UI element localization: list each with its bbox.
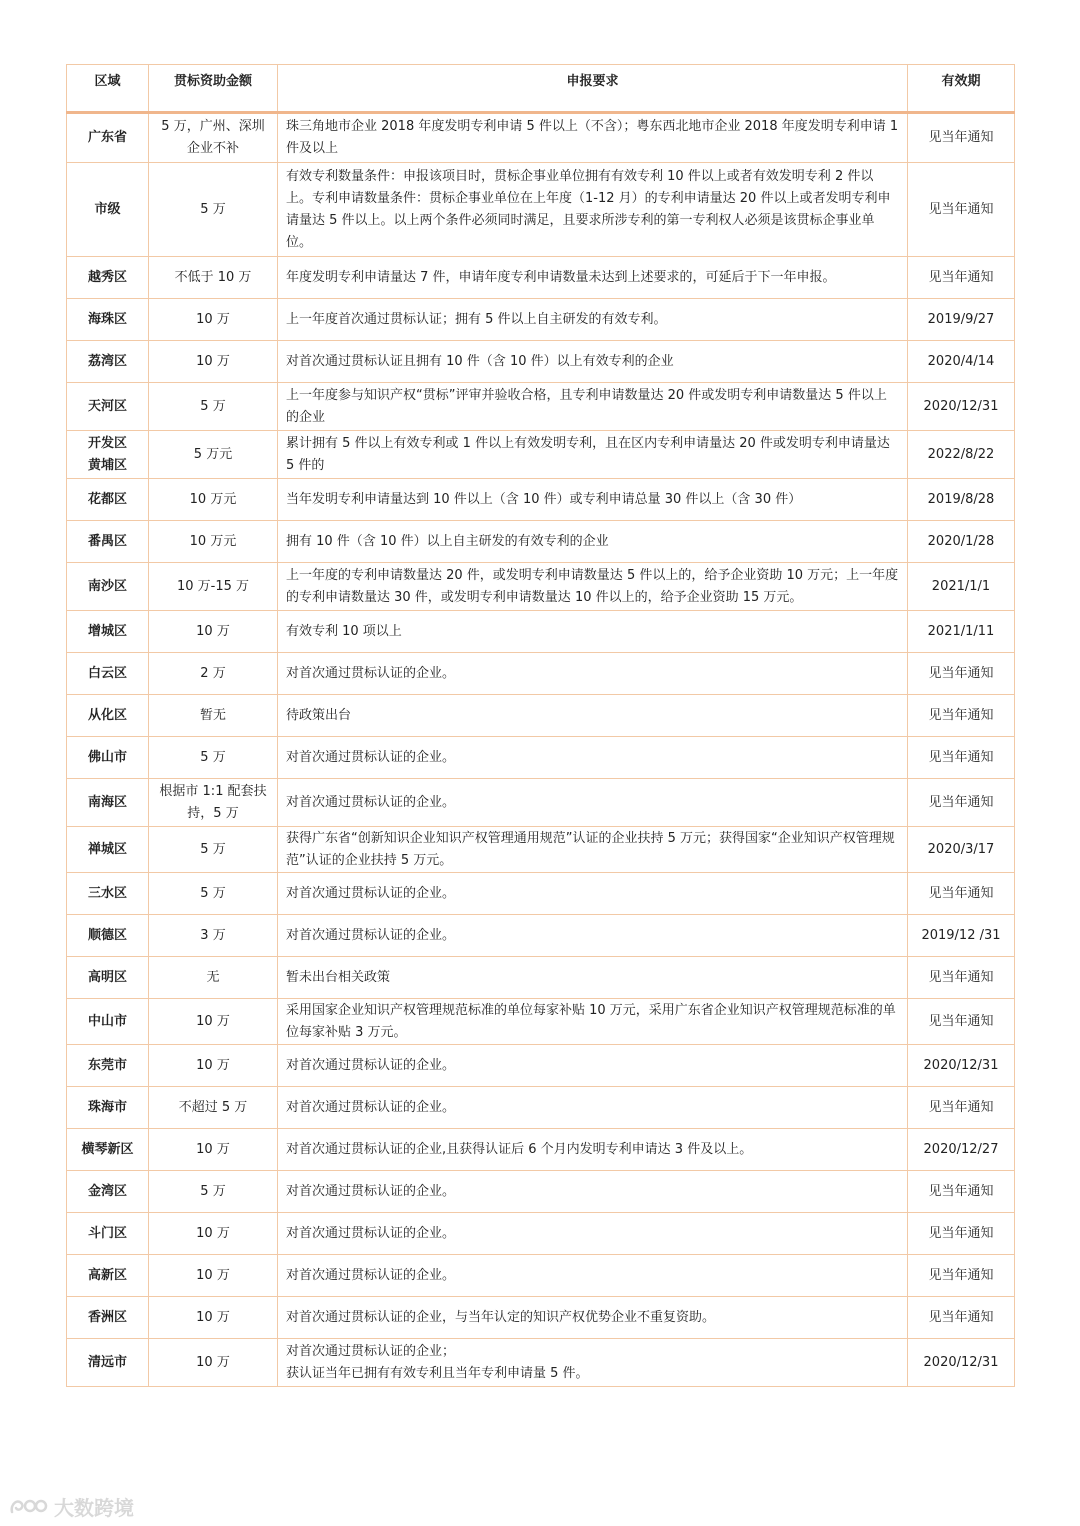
- cell-region: 金湾区: [67, 1171, 149, 1213]
- cell-requirement: 上一年度首次通过贯标认证；拥有 5 件以上自主研发的有效专利。: [278, 299, 908, 341]
- cell-validity: 见当年通知: [908, 113, 1015, 163]
- cell-requirement: 暂未出台相关政策: [278, 957, 908, 999]
- cell-amount: 10 万: [149, 999, 278, 1045]
- table-row: [67, 341, 1015, 383]
- cell-amount: 10 万: [149, 611, 278, 653]
- cell-validity: 2020/3/17: [908, 827, 1015, 873]
- cell-validity: 2019/8/28: [908, 479, 1015, 521]
- cell-amount: 不超过 5 万: [149, 1087, 278, 1129]
- cell-region: 佛山市: [67, 737, 149, 779]
- cell-requirement: 拥有 10 件（含 10 件）以上自主研发的有效专利的企业: [278, 521, 908, 563]
- cell-requirement: 对首次通过贯标认证的企业。: [278, 1213, 908, 1255]
- cell-amount: 暂无: [149, 695, 278, 737]
- table-row: [67, 113, 1015, 163]
- cell-validity: 见当年通知: [908, 1255, 1015, 1297]
- cell-validity: 2020/4/14: [908, 341, 1015, 383]
- table-row: [67, 163, 1015, 257]
- header-requirement: 申报要求: [278, 65, 908, 113]
- cell-region: 开发区 黄埔区: [67, 431, 149, 479]
- cell-requirement: 有效专利数量条件：申报该项目时，贯标企事业单位拥有有效专利 10 件以上或者有效发明专利 2 件以上。专利申请数量条件：贯标企事业单位在上年度（1-12 月）的专利申请量达 20 件以上或者发明专利申请量达 5 件以上。以上两个条件必须同时满足，且要求所涉专利的第一专利权人必须是该贯标企事业单位。: [278, 163, 908, 257]
- cell-region: 南海区: [67, 779, 149, 827]
- cell-region: 南沙区: [67, 563, 149, 611]
- table-row: [67, 1129, 1015, 1171]
- cell-amount: 10 万: [149, 1255, 278, 1297]
- table-row: [67, 1339, 1015, 1387]
- cell-amount: 3 万: [149, 915, 278, 957]
- watermark-text: 大数跨境: [54, 1495, 134, 1520]
- watermark-logo-icon: [8, 1494, 48, 1518]
- table-body: [67, 113, 1015, 1387]
- cell-requirement: 对首次通过贯标认证的企业。: [278, 915, 908, 957]
- cell-region: 中山市: [67, 999, 149, 1045]
- table-row: [67, 1255, 1015, 1297]
- cell-validity: 见当年通知: [908, 653, 1015, 695]
- cell-amount: 不低于 10 万: [149, 257, 278, 299]
- table-row: [67, 737, 1015, 779]
- cell-validity: 见当年通知: [908, 163, 1015, 257]
- cell-validity: 见当年通知: [908, 1171, 1015, 1213]
- cell-validity: 见当年通知: [908, 1213, 1015, 1255]
- watermark: [8, 1492, 134, 1520]
- table-row: [67, 957, 1015, 999]
- table-row: [67, 1297, 1015, 1339]
- header-validity: 有效期: [908, 65, 1015, 113]
- cell-requirement: 上一年度参与知识产权“贯标”评审并验收合格，且专利申请数量达 20 件或发明专利申请数量达 5 件以上的企业: [278, 383, 908, 431]
- cell-amount: 5 万: [149, 827, 278, 873]
- cell-region: 东莞市: [67, 1045, 149, 1087]
- cell-amount: 根据市 1:1 配套扶持，5 万: [149, 779, 278, 827]
- table-row: [67, 1087, 1015, 1129]
- cell-requirement: 对首次通过贯标认证的企业。: [278, 1171, 908, 1213]
- table-row: [67, 611, 1015, 653]
- cell-validity: 2019/12 /31: [908, 915, 1015, 957]
- cell-requirement: 对首次通过贯标认证的企业。: [278, 1087, 908, 1129]
- cell-amount: 10 万: [149, 1213, 278, 1255]
- cell-requirement: 累计拥有 5 件以上有效专利或 1 件以上有效发明专利，且在区内专利申请量达 20 件或发明专利申请量达 5 件的: [278, 431, 908, 479]
- header-region: 区域: [67, 65, 149, 113]
- cell-amount: 无: [149, 957, 278, 999]
- cell-requirement: 对首次通过贯标认证的企业。: [278, 653, 908, 695]
- cell-requirement: 待政策出台: [278, 695, 908, 737]
- cell-amount: 10 万: [149, 299, 278, 341]
- cell-validity: 见当年通知: [908, 957, 1015, 999]
- table-row: [67, 1171, 1015, 1213]
- cell-amount: 5 万: [149, 737, 278, 779]
- table-row: [67, 521, 1015, 563]
- cell-requirement: 采用国家企业知识产权管理规范标准的单位每家补贴 10 万元，采用广东省企业知识产权管理规范标准的单位每家补贴 3 万元。: [278, 999, 908, 1045]
- cell-amount: 10 万: [149, 1045, 278, 1087]
- cell-requirement: 对首次通过贯标认证的企业。: [278, 779, 908, 827]
- cell-region: 广东省: [67, 113, 149, 163]
- cell-validity: 2019/9/27: [908, 299, 1015, 341]
- cell-requirement: 当年发明专利申请量达到 10 件以上（含 10 件）或专利申请总量 30 件以上（含 30 件）: [278, 479, 908, 521]
- table-row: [67, 1045, 1015, 1087]
- cell-amount: 2 万: [149, 653, 278, 695]
- cell-requirement: 对首次通过贯标认证的企业。: [278, 873, 908, 915]
- cell-validity: 见当年通知: [908, 695, 1015, 737]
- table-row: [67, 873, 1015, 915]
- cell-requirement: 年度发明专利申请量达 7 件，申请年度专利申请数量未达到上述要求的，可延后于下一年申报。: [278, 257, 908, 299]
- cell-amount: 10 万: [149, 341, 278, 383]
- table-row: [67, 1213, 1015, 1255]
- cell-amount: 10 万元: [149, 521, 278, 563]
- cell-requirement: 对首次通过贯标认证的企业，与当年认定的知识产权优势企业不重复资助。: [278, 1297, 908, 1339]
- cell-requirement: 获得广东省“创新知识企业知识产权管理通用规范”认证的企业扶持 5 万元；获得国家“企业知识产权管理规范”认证的企业扶持 5 万元。: [278, 827, 908, 873]
- cell-requirement: 对首次通过贯标认证的企业。: [278, 1255, 908, 1297]
- table-row: [67, 779, 1015, 827]
- cell-validity: 见当年通知: [908, 1297, 1015, 1339]
- table-header-row: [67, 65, 1015, 113]
- table-row: [67, 827, 1015, 873]
- cell-region: 番禺区: [67, 521, 149, 563]
- cell-region: 高明区: [67, 957, 149, 999]
- cell-region: 横琴新区: [67, 1129, 149, 1171]
- table-row: [67, 695, 1015, 737]
- cell-region: 增城区: [67, 611, 149, 653]
- cell-amount: 10 万-15 万: [149, 563, 278, 611]
- cell-amount: 5 万，广州、深圳企业不补: [149, 113, 278, 163]
- cell-region: 越秀区: [67, 257, 149, 299]
- cell-validity: 见当年通知: [908, 737, 1015, 779]
- cell-validity: 见当年通知: [908, 779, 1015, 827]
- table-row: [67, 383, 1015, 431]
- cell-validity: 见当年通知: [908, 999, 1015, 1045]
- cell-requirement: 珠三角地市企业 2018 年度发明专利申请 5 件以上（不含）；粤东西北地市企业 2018 年度发明专利申请 1 件及以上: [278, 113, 908, 163]
- cell-region: 香洲区: [67, 1297, 149, 1339]
- cell-amount: 10 万元: [149, 479, 278, 521]
- subsidy-table: [66, 64, 1015, 1387]
- cell-validity: 2021/1/1: [908, 563, 1015, 611]
- cell-region: 清远市: [67, 1339, 149, 1387]
- cell-region: 天河区: [67, 383, 149, 431]
- cell-amount: 5 万元: [149, 431, 278, 479]
- cell-region: 珠海市: [67, 1087, 149, 1129]
- cell-amount: 5 万: [149, 873, 278, 915]
- cell-region: 顺德区: [67, 915, 149, 957]
- cell-validity: 2020/12/27: [908, 1129, 1015, 1171]
- cell-region: 禅城区: [67, 827, 149, 873]
- cell-region: 海珠区: [67, 299, 149, 341]
- cell-requirement: 对首次通过贯标认证的企业,且获得认证后 6 个月内发明专利申请达 3 件及以上。: [278, 1129, 908, 1171]
- cell-amount: 5 万: [149, 383, 278, 431]
- cell-requirement: 有效专利 10 项以上: [278, 611, 908, 653]
- cell-amount: 5 万: [149, 163, 278, 257]
- cell-region: 荔湾区: [67, 341, 149, 383]
- cell-region: 高新区: [67, 1255, 149, 1297]
- cell-validity: 2020/12/31: [908, 383, 1015, 431]
- table-row: [67, 653, 1015, 695]
- cell-validity: 2022/8/22: [908, 431, 1015, 479]
- cell-validity: 2020/12/31: [908, 1339, 1015, 1387]
- cell-region: 白云区: [67, 653, 149, 695]
- cell-amount: 10 万: [149, 1297, 278, 1339]
- cell-requirement: 对首次通过贯标认证的企业； 获认证当年已拥有有效专利且当年专利申请量 5 件。: [278, 1339, 908, 1387]
- cell-amount: 10 万: [149, 1339, 278, 1387]
- cell-validity: 2020/1/28: [908, 521, 1015, 563]
- table-row: [67, 299, 1015, 341]
- cell-amount: 10 万: [149, 1129, 278, 1171]
- cell-validity: 见当年通知: [908, 257, 1015, 299]
- table-row: [67, 431, 1015, 479]
- header-amount: 贯标资助金额: [149, 65, 278, 113]
- cell-requirement: 对首次通过贯标认证且拥有 10 件（含 10 件）以上有效专利的企业: [278, 341, 908, 383]
- cell-region: 市级: [67, 163, 149, 257]
- table-row: [67, 999, 1015, 1045]
- cell-validity: 见当年通知: [908, 873, 1015, 915]
- table-row: [67, 257, 1015, 299]
- cell-requirement: 对首次通过贯标认证的企业。: [278, 737, 908, 779]
- table-row: [67, 479, 1015, 521]
- table-row: [67, 563, 1015, 611]
- cell-validity: 见当年通知: [908, 1087, 1015, 1129]
- cell-region: 从化区: [67, 695, 149, 737]
- document-page: [66, 64, 1014, 1387]
- table-row: [67, 915, 1015, 957]
- cell-region: 三水区: [67, 873, 149, 915]
- cell-requirement: 上一年度的专利申请数量达 20 件，或发明专利申请数量达 5 件以上的，给予企业资助 10 万元；上一年度的专利申请数量达 30 件，或发明专利申请数量达 10 件以上的，给予企业资助 15 万元。: [278, 563, 908, 611]
- cell-amount: 5 万: [149, 1171, 278, 1213]
- cell-region: 花都区: [67, 479, 149, 521]
- cell-validity: 2021/1/11: [908, 611, 1015, 653]
- cell-region: 斗门区: [67, 1213, 149, 1255]
- cell-requirement: 对首次通过贯标认证的企业。: [278, 1045, 908, 1087]
- cell-validity: 2020/12/31: [908, 1045, 1015, 1087]
